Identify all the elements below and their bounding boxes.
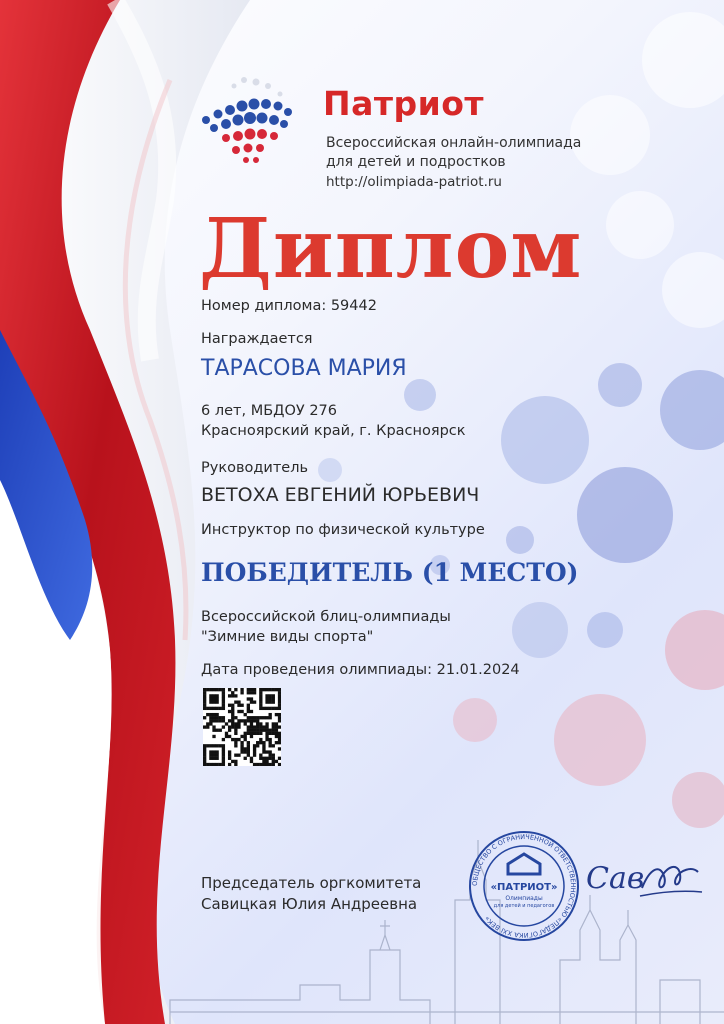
event-name: "Зимние виды спорта" (201, 629, 374, 645)
stamp-line-1: Олимпиады (505, 895, 543, 902)
mentor-position: Инструктор по физической культуре (201, 522, 485, 538)
mentor-name: ВЕТОХА ЕВГЕНИЙ ЮРЬЕВИЧ (201, 484, 480, 506)
olympiad-date: Дата проведения олимпиады: 21.01.2024 (201, 662, 520, 678)
awarded-label: Награждается (201, 331, 313, 347)
recipient-region: Красноярский край, г. Красноярск (201, 423, 466, 439)
event-line-1: Всероссийской блиц-олимпиады (201, 609, 451, 625)
logo-url: http://olimpiada-patriot.ru (326, 174, 502, 190)
logo-title: Патриот (323, 84, 485, 123)
logo-subtitle-2: для детей и подростков (326, 154, 506, 170)
signature (580, 848, 710, 908)
award-title: ПОБЕДИТЕЛЬ (1 МЕСТО) (201, 558, 579, 587)
stamp-center-text: «ПАТРИОТ» (490, 882, 558, 893)
diploma-number: Номер диплома: 59442 (201, 298, 377, 314)
chair-label: Председатель оргкомитета (201, 874, 422, 892)
chair-name: Савицкая Юлия Андреевна (201, 895, 418, 913)
stamp-ring-text: ОБЩЕСТВО С ОГРАНИЧЕННОЙ ОТВЕТСТВЕННОСТЬЮ «ПЕДАГОГИКА XXI ВЕК» (470, 832, 578, 940)
signature-text: Сав (586, 861, 645, 896)
official-stamp (468, 830, 580, 942)
stamp-line-2: для детей и педагогов (493, 903, 555, 909)
logo-subtitle: Всероссийская онлайн-олимпиада (326, 135, 582, 151)
recipient-details: 6 лет, МБДОУ 276 (201, 403, 338, 419)
mentor-label: Руководитель (201, 460, 309, 476)
diploma-title: Диплом (199, 201, 583, 297)
recipient-name: ТАРАСОВА МАРИЯ (201, 356, 407, 381)
